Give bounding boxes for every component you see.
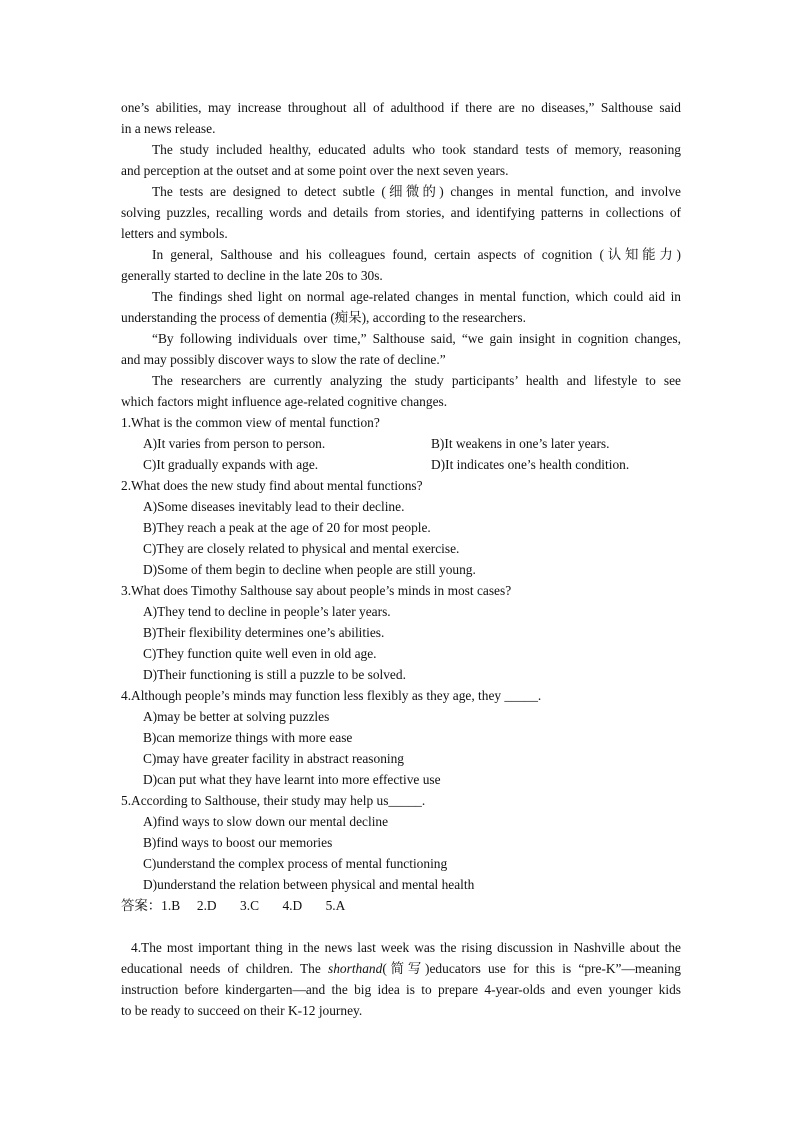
answer-option: B)They reach a peak at the age of 20 for most people. (143, 520, 431, 535)
passage-line: understanding the process of dementia (痴呆), according to the researchers. (121, 310, 526, 325)
question-stem: 1.What is the common view of mental function? (121, 415, 380, 430)
passage-line: and perception at the outset and at some point over the next seven years. (121, 163, 509, 178)
question-stem: 2.What does the new study find about mental functions? (121, 478, 423, 493)
answer-option: B)can memorize things with more ease (143, 730, 353, 745)
passage-line: instruction before kindergarten—and the big idea is to prepare 4-year-olds and even younger kids (121, 982, 681, 997)
answer-option: A)It varies from person to person. (143, 436, 326, 451)
answer-option: A)find ways to slow down our mental decline (143, 814, 389, 829)
question-stem: 3.What does Timothy Salthouse say about people’s minds in most cases? (121, 583, 512, 598)
answer-option: C)They function quite well even in old age. (143, 646, 377, 661)
passage-line: The researchers are currently analyzing the study participants’ health and lifestyle to see (152, 373, 681, 388)
answer-option: A)Some diseases inevitably lead to their decline. (143, 499, 405, 514)
passage-line: The findings shed light on normal age-related changes in mental function, which could aid in (152, 289, 681, 304)
passage-line (121, 958, 681, 979)
passage-line: 4.The most important thing in the news last week was the rising discussion in Nashville about the (131, 940, 681, 955)
passage-line: The study included healthy, educated adults who took standard tests of memory, reasoning (152, 142, 681, 157)
question-stem: 4.Although people’s minds may function less flexibly as they age, they _____. (121, 688, 542, 703)
passage-line: The tests are designed to detect subtle (细微的) changes in mental function, and involve (152, 184, 681, 199)
italic-term: shorthand (328, 961, 383, 976)
passage-line: which factors might influence age-related cognitive changes. (121, 394, 448, 409)
answer-option: B)It weakens in one’s later years. (431, 436, 610, 451)
passage-line: in a news release. (121, 121, 216, 136)
answer-option: A)may be better at solving puzzles (143, 709, 330, 724)
passage-line: In general, Salthouse and his colleagues found, certain aspects of cognition (认知能力) (152, 247, 681, 262)
answer-option: D)It indicates one’s health condition. (431, 457, 630, 472)
answer-option: B)find ways to boost our memories (143, 835, 333, 850)
answer-option: D)understand the relation between physical and mental health (143, 877, 475, 892)
answer-option: C)may have greater facility in abstract reasoning (143, 751, 405, 766)
answer-key: 答案：1.B 2.D 3.C 4.D 5.A (121, 898, 346, 913)
passage-line: solving puzzles, recalling words and details from stories, and identifying patterns in collections of (121, 205, 681, 220)
answer-option: D)Some of them begin to decline when people are still young. (143, 562, 476, 577)
passage-line: one’s abilities, may increase throughout all of adulthood if there are no diseases,” Salthouse said (121, 100, 681, 115)
passage-line: and may possibly discover ways to slow the rate of decline.” (121, 352, 446, 367)
answer-option: D)can put what they have learnt into more effective use (143, 772, 441, 787)
passage-line: generally started to decline in the late 20s to 30s. (121, 268, 383, 283)
passage-text: educational needs of children. The (121, 961, 328, 976)
answer-option: C)understand the complex process of mental functioning (143, 856, 448, 871)
answer-option: A)They tend to decline in people’s later years. (143, 604, 391, 619)
answer-option: C)They are closely related to physical and mental exercise. (143, 541, 460, 556)
passage-text: (简写)educators use for this is “pre-K”—meaning (382, 961, 681, 976)
passage-line: “By following individuals over time,” Salthouse said, “we gain insight in cognition changes, (152, 331, 681, 346)
answer-option: D)Their functioning is still a puzzle to be solved. (143, 667, 406, 682)
passage-line: letters and symbols. (121, 226, 228, 241)
passage-line: to be ready to succeed on their K-12 journey. (121, 1003, 363, 1018)
question-stem: 5.According to Salthouse, their study may help us_____. (121, 793, 426, 808)
answer-option: B)Their flexibility determines one’s abilities. (143, 625, 385, 640)
answer-option: C)It gradually expands with age. (143, 457, 319, 472)
